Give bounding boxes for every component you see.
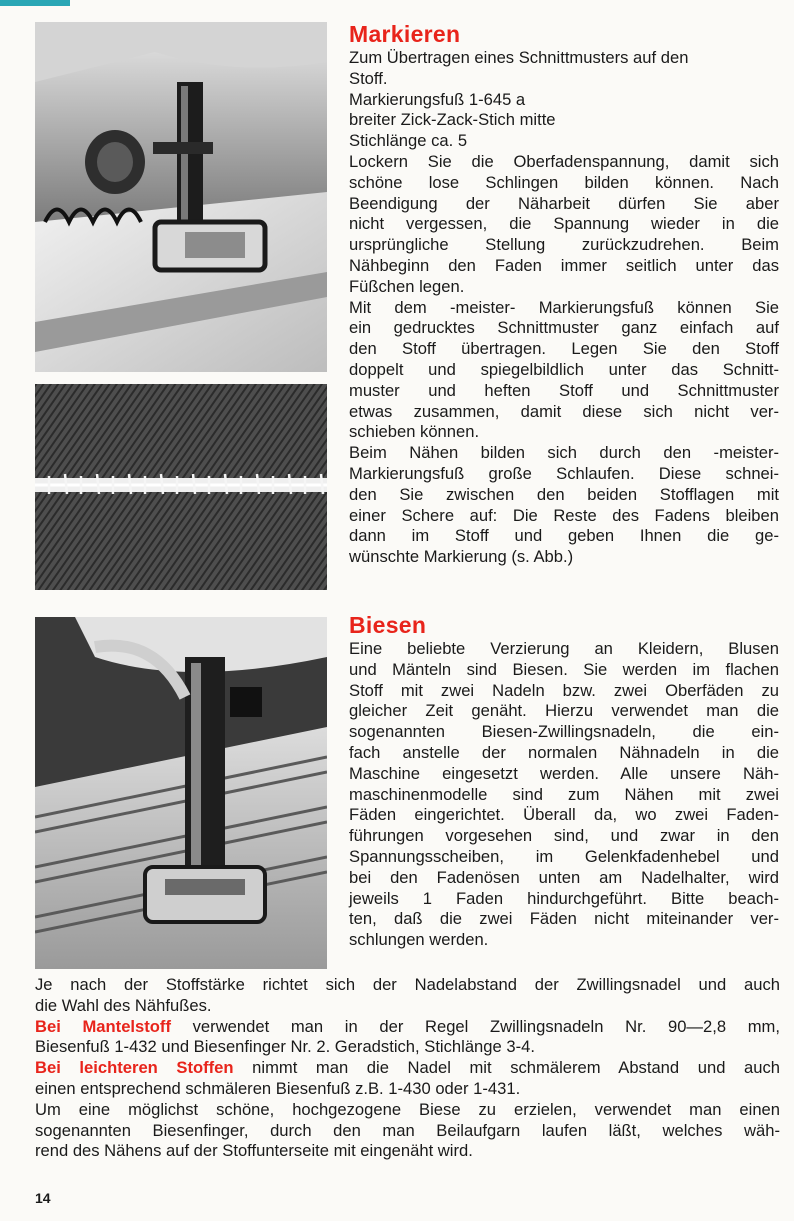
text-line: schöne lose Schlingen bilden können. Nach	[349, 172, 779, 192]
sewing-machine-twin-needle-pintuck-photo	[35, 617, 327, 969]
text-line: ursprüngliche Stellung zurückzudrehen. Beim	[349, 235, 779, 255]
leichtere-stoffe-text: nimmt man die Nadel mit schmälerem Abstand und auch	[233, 1058, 780, 1078]
text-line: Eine beliebte Verzierung an Kleidern, Blusen	[349, 639, 779, 658]
text-line: wünschte Markierung (s. Abb.)	[349, 547, 574, 567]
text-line: Fäden eingerichtet. Überall da, wo zwei Faden-	[349, 805, 779, 825]
text-line: rend des Nähens auf der Stoffunterseite mit eingenäht wird.	[35, 1141, 473, 1161]
text-line: den Stoff übertragen. Legen Sie den Stoff	[349, 339, 779, 359]
text-line: schieben können.	[349, 422, 480, 442]
page-number: 14	[35, 1190, 51, 1206]
leichtere-stoffe-line	[35, 1058, 780, 1079]
mantelstoff-label: Bei Mantelstoff	[35, 1016, 171, 1036]
text-line: breiter Zick-Zack-Stich mitte	[349, 110, 556, 130]
fabric-tailor-tack-loops-photo	[35, 384, 327, 590]
text-line: Lockern Sie die Oberfadenspannung, damit sich	[349, 151, 779, 171]
text-line: führungen vorgesehen sind, und zwar in den	[349, 826, 779, 846]
text-line: Stoff.	[349, 68, 388, 88]
full-width-text	[35, 975, 780, 1162]
text-line: Stichlänge ca. 5	[349, 131, 468, 151]
text-line: einen entsprechend schmäleren Biesenfuß z.B. 1-430 oder 1-431.	[35, 1078, 521, 1098]
text-line: sogenannten Biesen-Zwillingsnadeln, die ein-	[349, 722, 779, 742]
text-line: sogenannten Biesenfinger, durch den man Beilaufgarn laufen läßt, welches wäh-	[35, 1120, 780, 1140]
text-line: Beim Nähen bilden sich durch den -meister-	[349, 443, 779, 463]
text-line: nicht vergessen, die Spannung wieder in die	[349, 214, 779, 234]
text-line: Füßchen legen.	[349, 276, 465, 296]
text-line: Maschine eingesetzt werden. Alle unsere Näh-	[349, 763, 779, 783]
text-line: Je nach der Stoffstärke richtet sich der Nadelabstand der Zwillingsnadel und auch	[35, 975, 780, 994]
sewing-machine-marking-foot-photo	[35, 22, 327, 372]
text-line: Mit dem -meister- Markierungsfuß können Sie	[349, 297, 779, 317]
text-line: Markierungsfuß 1-645 a	[349, 89, 526, 109]
text-line: und Mänteln sind Biesen. Sie werden im flachen	[349, 659, 779, 679]
leichtere-stoffe-label: Bei leichteren Stoffen	[35, 1058, 234, 1078]
biesen-section	[349, 611, 779, 951]
text-line: Beendigung der Näharbeit dürfen Sie aber	[349, 193, 779, 213]
text-line: fach anstelle der normalen Nähnadeln in die	[349, 742, 779, 762]
text-line: doppelt und spiegelbildlich unter das Schnitt-	[349, 359, 779, 379]
text-line: etwas zusammen, damit diese sich nicht ver-	[349, 401, 779, 421]
text-line: die Wahl des Nähfußes.	[35, 995, 212, 1015]
text-line: muster und heften Stoff und Schnittmuster	[349, 380, 779, 400]
text-line: dann im Stoff und geben Ihnen die ge-	[349, 526, 779, 546]
text-line: Nähbeginn den Faden immer seitlich unter das	[349, 255, 779, 275]
text-line: Spannungsscheiben, im Gelenkfadenhebel und	[349, 846, 779, 866]
text-line: gleicher Zeit genäht. Hierzu verwendet man die	[349, 701, 779, 721]
text-line: jeweils 1 Faden hindurchgeführt. Bitte beach-	[349, 888, 779, 908]
text-line: maschinenmodelle sind zum Nähen mit zwei	[349, 784, 779, 804]
text-line: Um eine möglichst schöne, hochgezogene Biese zu erzielen, verwendet man einen	[35, 1099, 780, 1119]
text-line: Markierungsfuß große Schlaufen. Diese schnei-	[349, 463, 779, 483]
mantelstoff-line	[35, 1017, 780, 1038]
text-line: bei den Fadenösen unten am Nadelhalter, wird	[349, 867, 779, 887]
text-line: Stoff mit zwei Nadeln bzw. zwei Oberfäden zu	[349, 680, 779, 700]
biesen-heading: Biesen	[349, 612, 427, 638]
mantelstoff-text: verwendet man in der Regel Zwillingsnadeln Nr. 90—2,8 mm,	[170, 1016, 780, 1036]
text-line: den Sie zwischen den beiden Stofflagen mit	[349, 484, 779, 504]
text-line: ein gedrucktes Schnittmuster ganz einfach auf	[349, 318, 779, 338]
text-line: Zum Übertragen eines Schnittmusters auf den	[349, 48, 689, 67]
text-line: Biesenfuß 1-432 und Biesenfinger Nr. 2. Geradstich, Stichlänge 3-4.	[35, 1037, 535, 1057]
corner-tab	[0, 0, 70, 6]
markieren-heading: Markieren	[349, 21, 461, 47]
markieren-section	[349, 20, 779, 568]
text-line: einer Schere auf: Die Reste des Fadens bleiben	[349, 505, 779, 525]
text-line: ten, daß die zwei Fäden nicht miteinander ver-	[349, 909, 779, 929]
text-line: schlungen werden.	[349, 930, 489, 950]
